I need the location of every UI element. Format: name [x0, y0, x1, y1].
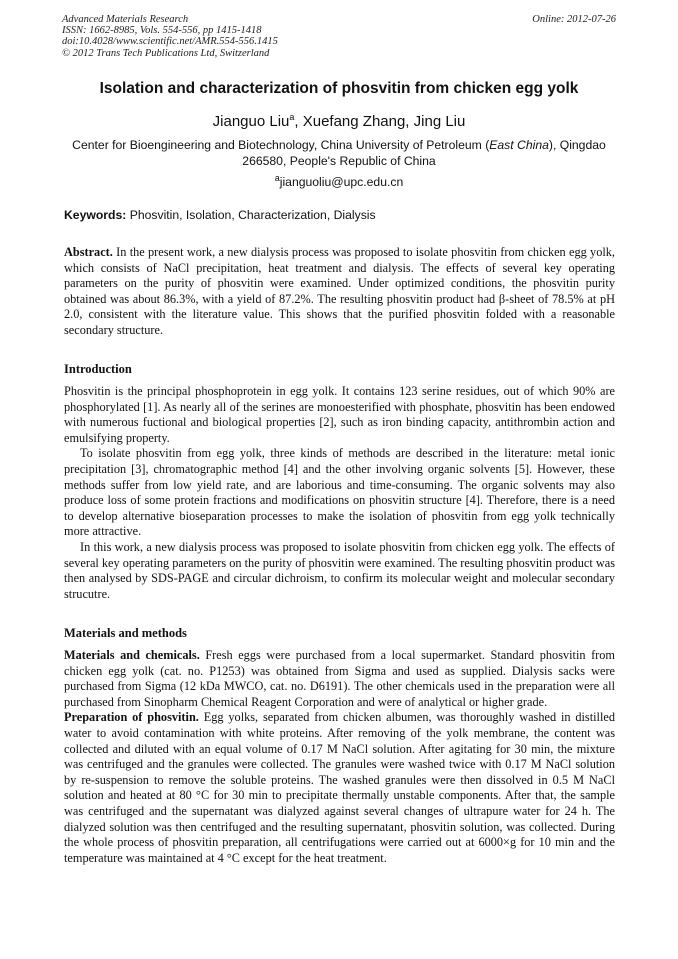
keywords-label: Keywords: [64, 208, 127, 222]
subsection-label: Materials and chemicals. [64, 648, 200, 662]
affiliation-part: Center for Bioengineering and Biotechnology, China University of Petroleum ( [72, 138, 490, 152]
journal-issn: ISSN: 1662-8985, Vols. 554-556, pp 1415-1418 [62, 25, 262, 37]
journal-doi: doi:10.4028/www.scientific.net/AMR.554-556.1415 [62, 36, 278, 48]
abstract-text: In the present work, a new dialysis process was proposed to isolate phosvitin from chicken egg yolk, which consists of NaCl precipitation, heat treatment and dialysis. The effects of several key operating parameters on the purity of phosvitin were examined. Under optimized conditions, the phosvitin purity obtained was about 86.3%, with a yield of 87.2%. The resulting phosvitin product had β-sheet of 78.5% at pH 2.0, consistent with the literature value. This shows that the purified phosvitin folded with a reasonable secondary structure. [64, 245, 615, 337]
affiliation-part: ), Qingdao 266580, People's Republic of China [242, 138, 606, 168]
journal-copyright: © 2012 Trans Tech Publications Ltd, Switzerland [62, 47, 270, 59]
introduction-body [64, 384, 615, 602]
paragraph: To isolate phosvitin from egg yolk, three kinds of methods are described in the literature: metal ionic precipitation [3], chromatographic method [4] and the other involving organic solvents [5]. However, these methods suffer from low yield rate, and are laborious and time-consuming. The organic solvents may also produce loss of some protein fractions and modifications on phosvitin structure [4]. Therefore, there is a need to develop alternative bioseparation processes to make the isolation of phosvitin from egg yolk technically more attractive. [64, 446, 615, 539]
paragraph: In this work, a new dialysis process was proposed to isolate phosvitin from chicken egg yolk. The effects of several key operating parameters on the purity of phosvitin were examined. The resulting phosvitin product was then analysed by SDS-PAGE and circular dichroism, to confirm its molecular weight and molecular secondary strucutre. [64, 539, 615, 601]
section-heading: Introduction [64, 362, 132, 376]
methods-body [64, 648, 615, 866]
paper-title: Isolation and characterization of phosvitin from chicken egg yolk [99, 80, 579, 97]
author-sup: a [289, 112, 295, 122]
email-sup: a [274, 172, 280, 183]
online-date: Online: 2012-07-26 [532, 14, 616, 25]
paragraph: Phosvitin is the principal phosphoprotein in egg yolk. It contains 123 serine residues, out of which 90% are phosphorylated [1]. As nearly all of the serines are monoesterified with phosphate, phosvitin has been endowed with numerous fuctional and biological properties [2], such as iron binding capacity, antithrombin action and emulsifying property. [64, 384, 615, 445]
author-rest: , Xuefang Zhang, Jing Liu [294, 113, 466, 130]
keywords [64, 208, 616, 222]
affiliation-italic: East China [489, 138, 549, 152]
journal-header [62, 14, 278, 59]
abstract [64, 245, 615, 339]
author-email [40, 172, 638, 189]
subsection-label: Preparation of phosvitin. [64, 710, 199, 725]
author-first: Jianguo Liu [212, 113, 290, 130]
journal-name: Advanced Materials Research [62, 14, 189, 25]
section-heading: Materials and methods [64, 626, 187, 640]
affiliation [60, 137, 618, 169]
abstract-label: Abstract. [64, 245, 113, 259]
author-list [40, 113, 638, 130]
email-address: jianguoliu@upc.edu.cn [279, 175, 404, 189]
keywords-text: Phosvitin, Isolation, Characterization, Dialysis [126, 208, 376, 222]
paragraph: Fresh eggs were purchased from a local supermarket. Standard phosvitin from chicken egg yolk (cat. no. P1253) was obtained from Sigma and used as supplied. Dialysis sacks were purchased from Sigma (12 kDa MWCO, cat. no. D6191). The other chemicals used in the preparation were all purchased from Sinopharm Chemical Reagent Corporation and were of analytical or higher grade. [64, 648, 615, 709]
paragraph: Egg yolks, separated from chicken albumen, was thoroughly washed in distilled water to avoid contamination with white proteins. After removing of the yolk membrane, the content was collected and diluted with an equal volume of 0.17 M NaCl solution. After agitating for 30 min, the mixture was centrifuged and the granules were collected. The granules were washed twice with 0.17 M NaCl solution by re-suspension to remove the soluble proteins. The washed granules were then dissolved in 0.5 M NaCl solution and heated at 80 °C for 30 min to precipitate thermally unstable components. After that, the sample was centrifuged and the supernatant was dialyzed against several changes of ultrapure water for 24 h. The dialyzed solution was then centrifuged and the resulting supernatant, phosvitin solution, was collected. During the whole process of phosvitin preparation, all centrifugations were carried out at 6000×g for 10 min and the temperature was maintained at 4 °C except for the heat treatment. [64, 710, 615, 865]
